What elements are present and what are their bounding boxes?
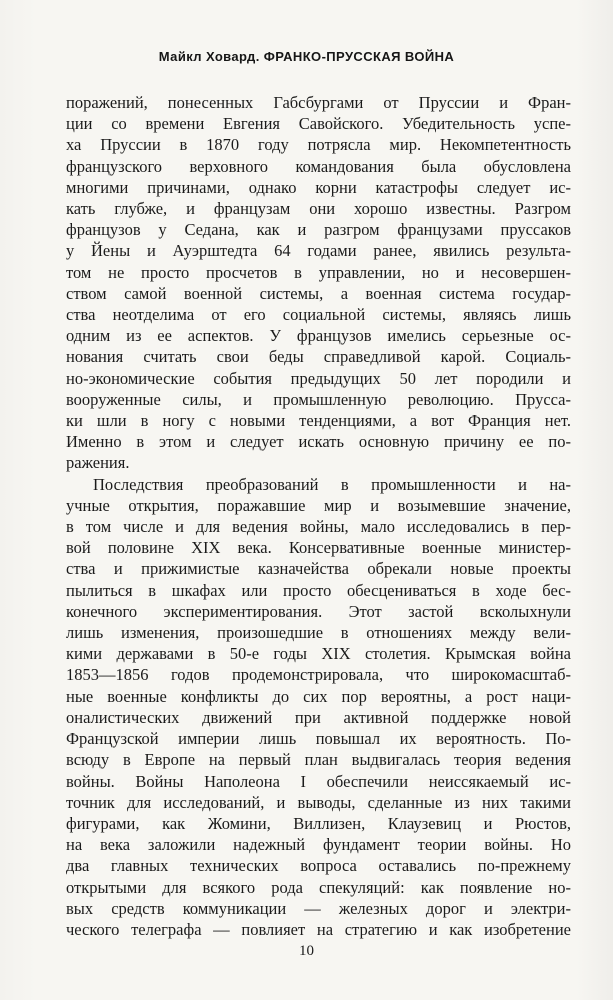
text-line: ции со времени Евгения Савойского. Убедительность успе- <box>66 114 571 134</box>
text-block <box>66 92 571 940</box>
text-line: но-экономические события предыдущих 50 лет породили и <box>66 368 571 388</box>
text-line: вой половине XIX века. Консервативные военные министер- <box>66 538 571 558</box>
text-line: 1853—1856 годов продемонстрировала, что широкомасштаб- <box>66 665 571 685</box>
text-line: ражения. <box>66 453 130 473</box>
page-number: 10 <box>299 943 314 959</box>
text-line: лишь изменения, произошедшие в отношениях между вели- <box>66 623 571 643</box>
text-line: Французской империи лишь повышал их вероятность. По- <box>66 729 571 749</box>
text-line: оналистических движений при активной поддержке новой <box>66 707 571 727</box>
text-line: ством самой военной системы, а военная система государ- <box>66 283 571 303</box>
text-line: ные военные конфликты до сих пор вероятны, а рост наци- <box>66 686 571 706</box>
text-line: точник для исследований, и выводы, сделанные из них такими <box>66 792 571 812</box>
text-line: вооруженные силы, и промышленную революцию. Прусса- <box>66 389 571 409</box>
paragraph <box>66 92 571 474</box>
text-line: ческого телеграфа — повлияет на стратегию и как изобретение <box>66 919 571 939</box>
text-line: ства и прижимистые казначейства обрекали новые проекты <box>66 559 571 579</box>
text-line: кими державами в 50-е годы XIX столетия. Крымская война <box>66 644 571 664</box>
text-line: всюду в Европе на первый план выдвигалась теория ведения <box>66 750 571 770</box>
text-line: ки шли в ногу с новыми тенденциями, а вот Франция нет. <box>66 411 571 431</box>
text-line: два главных технических вопроса оставались по-прежнему <box>66 856 571 876</box>
text-line: французов у Седана, как и разгром французами пруссаков <box>66 220 571 240</box>
text-line: конечного экспериментирования. Этот застой всколыхнули <box>66 601 571 621</box>
running-header: Майкл Ховард. ФРАНКО-ПРУССКАЯ ВОЙНА <box>158 49 455 64</box>
text-line: у Йены и Ауэрштедта 64 годами ранее, явились результа- <box>66 241 571 261</box>
text-line: в том числе и для ведения войны, мало исследовались в пер- <box>66 517 571 537</box>
text-line: поражений, понесенных Габсбургами от Пруссии и Фран- <box>66 93 571 112</box>
text-line: фигурами, как Жомини, Виллизен, Клаузевиц и Рюстов, <box>66 813 571 833</box>
text-line: на века заложили надежный фундамент теории войны. Но <box>66 835 571 855</box>
text-line: учные открытия, поражавшие мир и возымевшие значение, <box>66 495 571 515</box>
text-line: том не просто просчетов в управлении, но и несовершен- <box>66 262 571 282</box>
text-line: нования считать свои беды справедливой карой. Социаль- <box>66 347 571 367</box>
text-line: войны. Войны Наполеона I обеспечили неиссякаемый ис- <box>66 771 571 791</box>
text-line: многими причинами, однако корни катастрофы следует ис- <box>66 177 571 197</box>
text-line: ха Пруссии в 1870 году потрясла мир. Некомпетентность <box>66 135 571 155</box>
text-line: Именно в этом и следует искать основную причину ее по- <box>66 432 571 452</box>
text-line: ства неотделима от его социальной системы, являясь лишь <box>66 305 571 325</box>
text-line: открытыми для всякого рода спекуляций: как появление но- <box>66 877 571 897</box>
paragraph <box>66 474 571 940</box>
text-line: пылиться в шкафах или просто обесцениваться в ходе бес- <box>66 580 571 600</box>
text-line: кать глубже, и французам они хорошо известны. Разгром <box>66 199 571 219</box>
text-line: Последствия преобразований в промышленности и на- <box>93 474 571 494</box>
text-line: вых средств коммуникации — железных дорог и электри- <box>66 898 571 918</box>
text-line: французского верховного командования была обусловлена <box>66 156 571 176</box>
text-line: одним из ее аспектов. У французов имелись серьезные ос- <box>66 326 571 346</box>
